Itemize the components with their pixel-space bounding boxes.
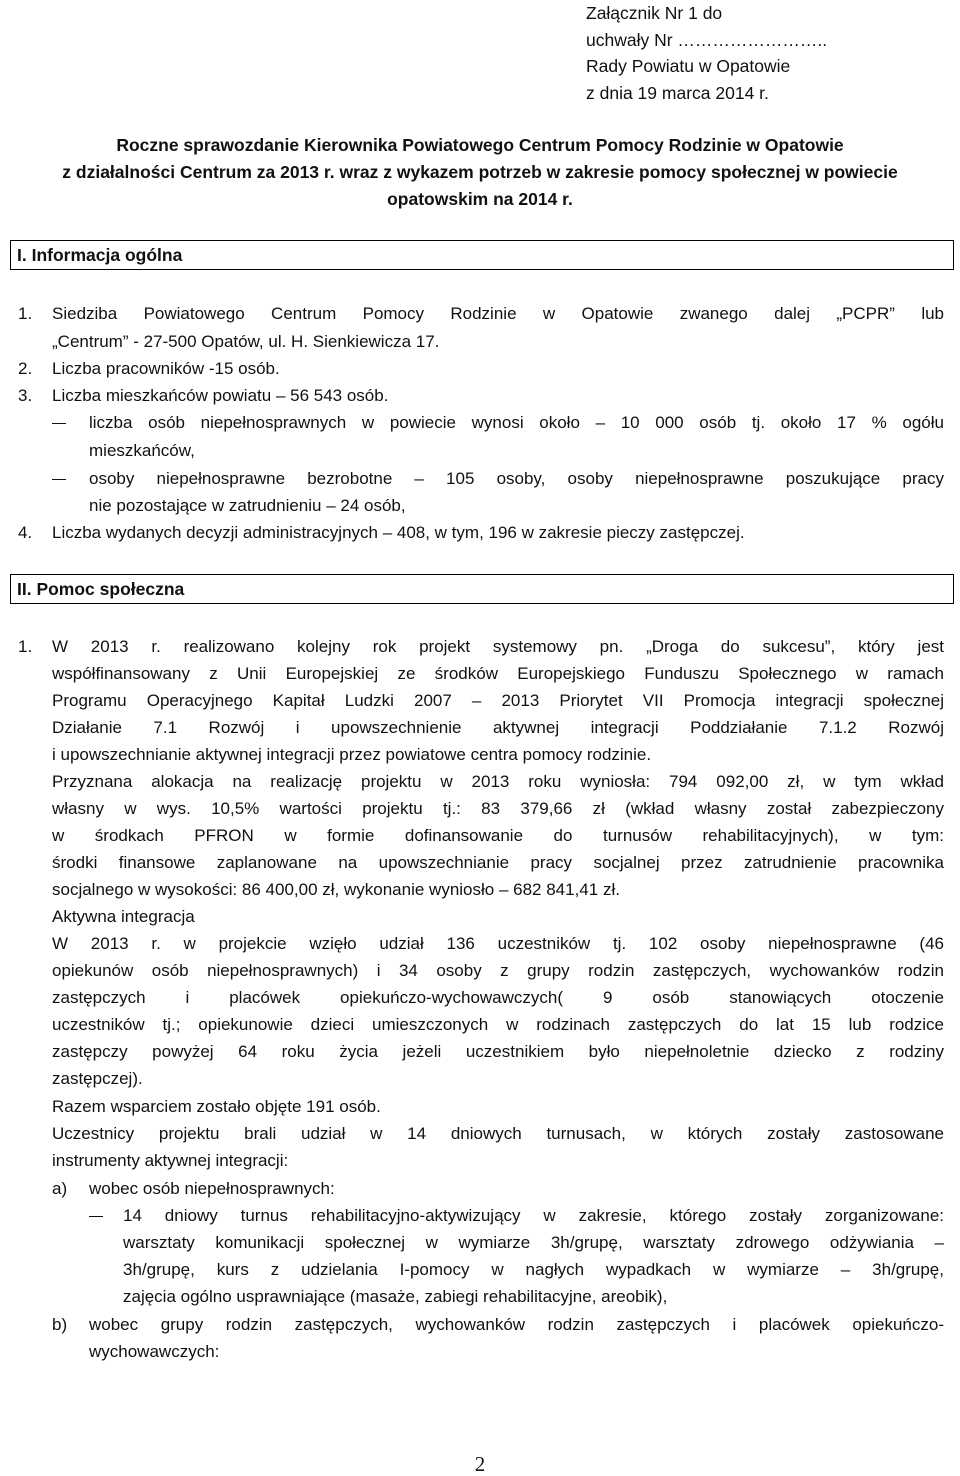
paragraph-line: Liczba wydanych decyzji administracyjnych – 408, w tym, 196 w zakresie pieczy zastępczej. (52, 523, 745, 542)
paragraph-line: liczba osób niepełnosprawnych w powiecie wynosi około – 10 000 osób tj. około 17 % ogółu (89, 413, 944, 432)
list-number: 3. (18, 386, 33, 405)
paragraph-line: W 2013 r. w projekcie wzięło udział 136 uczestników tj. 102 osoby niepełnosprawne (46 (52, 934, 944, 953)
paragraph-line: Przyznana alokacja na realizację projektu w 2013 roku wyniosła: 794 092,00 zł, w tym wkład (52, 772, 944, 791)
paragraph-line: środki finansowe zaplanowane na upowszechnianie pracy socjalnej przez zatrudnienie pracownika (52, 853, 944, 872)
paragraph-line: instrumenty aktywnej integracji: (52, 1151, 289, 1170)
paragraph-line: Programu Operacyjnego Kapitał Ludzki 2007 – 2013 Priorytet VII Promocja integracji społecznej (52, 691, 944, 710)
paragraph-line: Uczestnicy projektu brali udział w 14 dniowych turnusach, w których zostały zastosowane (52, 1124, 944, 1143)
paragraph-line: 3h/grupę, kurs z udzielania I-pomocy w nagłych wypadkach w wymiarze – 3h/grupę, (123, 1260, 944, 1279)
title-line: Roczne sprawozdanie Kierownika Powiatowego Centrum Pomocy Rodzinie w Opatowie (116, 135, 844, 155)
paragraph-line: Działanie 7.1 Rozwój i upowszechnienie aktywnej integracji Poddziałanie 7.1.2 Rozwój (52, 718, 944, 737)
annex-line: z dnia 19 marca 2014 r. (586, 82, 769, 103)
annex-line: uchwały Nr …………………….. (586, 29, 828, 50)
section-heading-social-help: II. Pomoc społeczna (10, 574, 954, 604)
annex-line: Załącznik Nr 1 do (586, 3, 723, 23)
paragraph-line: socjalnego w wysokości: 86 400,00 zł, wykonanie wyniosło – 682 841,41 zł. (52, 880, 620, 899)
paragraph-line: opiekunów osób niepełnosprawnych) i 34 osoby z grupy rodzin zastępczych, wychowanków rodzin (52, 961, 944, 980)
dash-bullet-icon (52, 423, 66, 424)
list-number: 2. (18, 359, 33, 378)
paragraph-line: własny w wys. 10,5% wartości projektu tj.: 83 379,66 zł (wkład własny został zabezpieczony (52, 799, 944, 818)
paragraph-line: osoby niepełnosprawne bezrobotne – 105 osoby, osoby niepełnosprawne poszukujące pracy (89, 469, 944, 488)
paragraph-line: Liczba pracowników -15 osób. (52, 359, 280, 378)
paragraph-line: zastępczej). (52, 1069, 143, 1088)
paragraph-line: zastępczy powyżej 64 roku życia jeżeli uczestnikiem było niepełnoletnie dziecko z rodziny (52, 1042, 944, 1061)
paragraph-line: 14 dniowy turnus rehabilitacyjno-aktywizujący w zakresie, którego zostały zorganizowane: (123, 1206, 944, 1225)
dash-bullet-icon (52, 479, 66, 480)
paragraph-line: wychowawczych: (89, 1342, 220, 1361)
list-letter: a) (52, 1179, 68, 1198)
paragraph-line: nie pozostające w zatrudnieniu – 24 osób, (89, 496, 406, 515)
paragraph-line: Liczba mieszkańców powiatu – 56 543 osób. (52, 386, 389, 405)
page-number: 2 (474, 1452, 486, 1476)
list-number: 1. (18, 304, 33, 323)
paragraph-line: wobec osób niepełnosprawnych: (89, 1179, 335, 1198)
document-title (0, 132, 960, 213)
list-number: 1. (18, 637, 33, 656)
paragraph-line: i upowszechnianie aktywnej integracji przez powiatowe centra pomocy rodzinie. (52, 745, 652, 764)
list-number: 4. (18, 523, 33, 542)
annex-header (586, 0, 827, 106)
paragraph-line: w środkach PFRON w formie dofinansowanie do turnusów rehabilitacyjnych), w tym: (52, 826, 944, 845)
paragraph-line: współfinansowany z Unii Europejskiej ze środków Europejskiego Funduszu Społecznego w ramach (52, 664, 944, 683)
paragraph-line: mieszkańców, (89, 441, 195, 460)
paragraph-line: wobec grupy rodzin zastępczych, wychowanków rodzin zastępczych i placówek opiekuńczo- (89, 1315, 944, 1334)
paragraph-line: W 2013 r. realizowano kolejny rok projekt systemowy pn. „Droga do sukcesu”, który jest (52, 637, 944, 656)
paragraph-line: uczestników tj.; opiekunowie dzieci umieszczonych w rodzinach zastępczych do lat 15 lub rodzice (52, 1015, 944, 1034)
paragraph-line: Razem wsparciem zostało objęte 191 osób. (52, 1097, 381, 1116)
paragraph-line: zastępczych i placówek opiekuńczo-wychowawczych( 9 osób stanowiących otoczenie (52, 988, 944, 1007)
dash-bullet-icon (89, 1216, 103, 1217)
title-line: opatowskim na 2014 r. (387, 189, 573, 209)
subheading-active-integration: Aktywna integracja (52, 907, 195, 926)
paragraph-line: „Centrum” - 27-500 Opatów, ul. H. Sienkiewicza 17. (52, 332, 440, 351)
paragraph-line: Siedziba Powiatowego Centrum Pomocy Rodzinie w Opatowie zwanego dalej „PCPR” lub (52, 304, 944, 323)
paragraph-line: warsztaty komunikacji społecznej w wymiarze 3h/grupę, warsztaty zdrowego odżywiania – (123, 1233, 944, 1252)
annex-line: Rady Powiatu w Opatowie (586, 56, 791, 76)
paragraph-line: zajęcia ogólno usprawniające (masaże, zabiegi rehabilitacyjne, areobik), (123, 1287, 668, 1306)
title-line: z działalności Centrum za 2013 r. wraz z wykazem potrzeb w zakresie pomocy społecznej w powiecie (62, 162, 898, 182)
section-heading-general-info: I. Informacja ogólna (10, 240, 954, 270)
list-letter: b) (52, 1315, 68, 1334)
